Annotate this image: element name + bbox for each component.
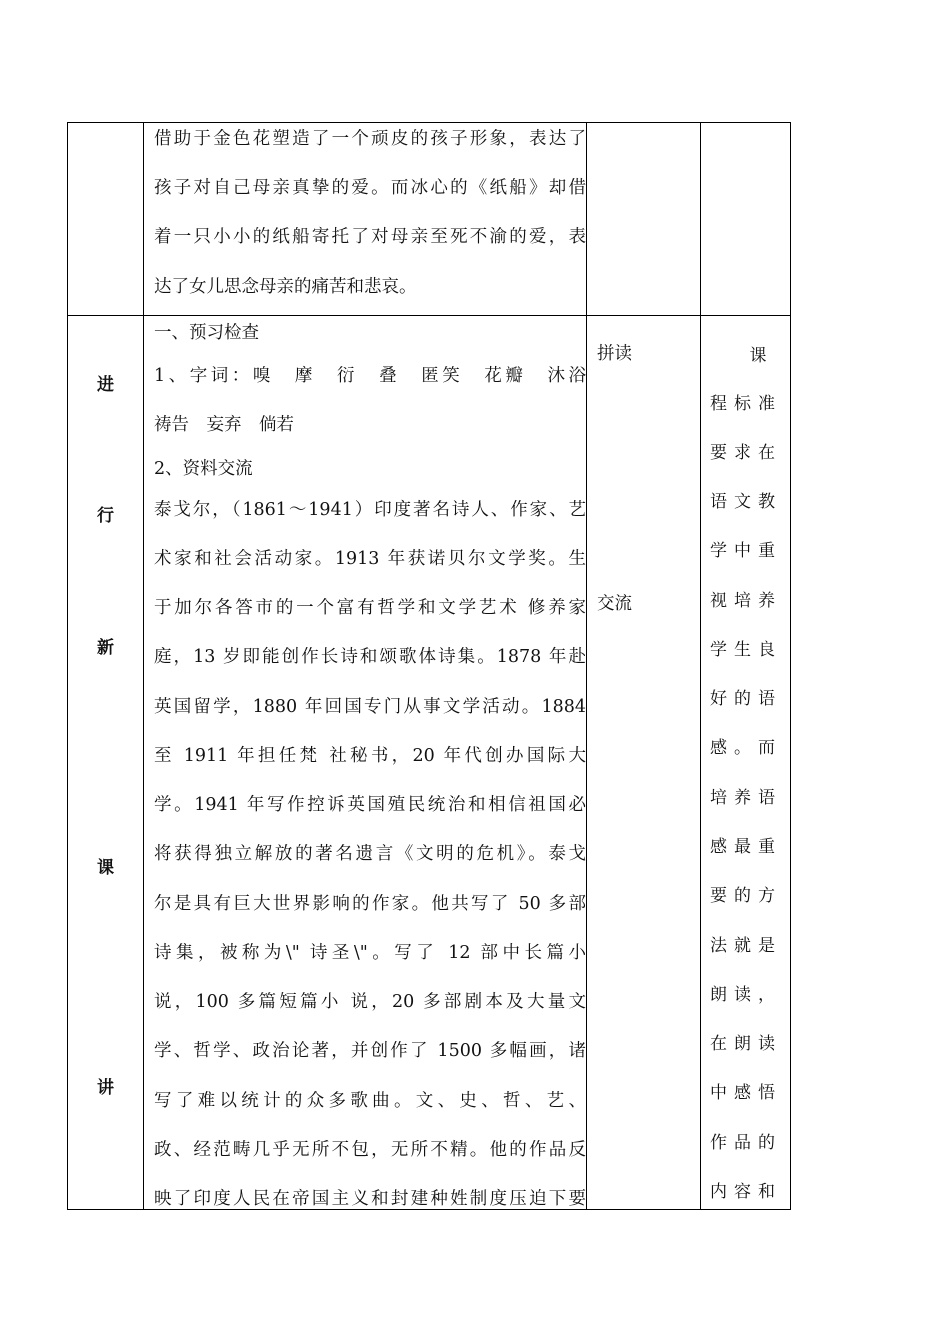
heading-preview-check: 一、预习检查	[154, 323, 259, 343]
text-line: 孩子对自己母亲真挚的爱。而冰心的《纸船》却借	[154, 178, 586, 198]
text-line: 学。1941 年写作控诉英国殖民统治和相信祖国必	[154, 795, 586, 815]
text-line: 学、哲学、政治论著，并创作了 1500 多幅画，诸	[154, 1041, 586, 1061]
text-line: 英国留学，1880 年回国专门从事文学活动。1884	[154, 697, 586, 717]
section-label-char: 进	[97, 375, 114, 395]
intent-line: 中感悟	[710, 1083, 782, 1103]
intent-line: 在朗读	[710, 1034, 782, 1054]
intent-line: 学中重	[710, 541, 782, 561]
intent-line: 视培养	[710, 591, 782, 611]
text-line: 于加尔各答市的一个富有哲学和文学艺术 修养家	[154, 598, 586, 618]
section-label-char: 课	[97, 858, 114, 878]
intent-line: 学生良	[710, 640, 782, 660]
intent-line: 作品的	[710, 1133, 782, 1153]
intent-line: 程标准	[710, 394, 782, 414]
intent-line: 感最重	[710, 837, 782, 857]
row-divider	[68, 315, 790, 316]
activity-spell-read: 拼读	[597, 344, 632, 364]
text-line: 说，100 多篇短篇小 说，20 多部剧本及大量文	[154, 992, 586, 1012]
heading-material-exchange: 2、资料交流	[154, 459, 253, 479]
activity-exchange: 交流	[597, 594, 632, 614]
section-label-char: 讲	[97, 1078, 114, 1098]
vocabulary-line: 祷告 妄弃 倘若	[154, 415, 294, 435]
intent-line: 法就是	[710, 936, 782, 956]
intent-line: 培养语	[710, 788, 782, 808]
intent-line: 语文教	[710, 492, 782, 512]
text-line: 映了印度人民在帝国主义和封建种姓制度压迫下要	[154, 1189, 586, 1209]
intent-line: 要的方	[710, 886, 782, 906]
column-divider	[143, 123, 144, 1209]
intent-line: 课	[749, 346, 767, 366]
section-label-char: 新	[97, 638, 114, 658]
lesson-table	[67, 122, 791, 1210]
text-line: 尔是具有巨大世界影响的作家。他共写了 50 多部	[154, 894, 586, 914]
text-line: 庭，13 岁即能创作长诗和颂歌体诗集。1878 年赴	[154, 647, 586, 667]
intent-line: 内容和	[710, 1182, 782, 1202]
intent-line: 好的语	[710, 689, 782, 709]
text-line: 术家和社会活动家。1913 年获诺贝尔文学奖。生	[154, 549, 586, 569]
text-line: 着一只小小的纸船寄托了对母亲至死不渝的爱，表	[154, 227, 586, 247]
text-line: 至 1911 年担任梵 社秘书，20 年代创办国际大	[154, 746, 586, 766]
text-line: 泰戈尔，（1861～1941）印度著名诗人、作家、艺	[154, 500, 586, 520]
text-line: 达了女儿思念母亲的痛苦和悲哀。	[154, 277, 417, 297]
intent-line: 要求在	[710, 443, 782, 463]
text-line: 写了难以统计的众多歌曲。文、史、哲、艺、	[154, 1091, 586, 1111]
text-line: 政、经范畴几乎无所不包，无所不精。他的作品反	[154, 1140, 586, 1160]
intent-line: 感。而	[710, 738, 782, 758]
vocabulary-line: 1、字词：嗅 摩 衍 叠 匿笑 花瓣 沐浴	[154, 366, 586, 386]
text-line: 诗集，被称为\" 诗圣\"。写了 12 部中长篇小	[154, 943, 586, 963]
section-label-char: 行	[97, 506, 114, 526]
text-line: 借助于金色花塑造了一个顽皮的孩子形象，表达了	[154, 129, 586, 149]
text-line: 将获得独立解放的著名遗言《文明的危机》。泰戈	[154, 844, 586, 864]
intent-line: 朗读，	[710, 985, 782, 1005]
column-divider	[586, 123, 587, 1209]
